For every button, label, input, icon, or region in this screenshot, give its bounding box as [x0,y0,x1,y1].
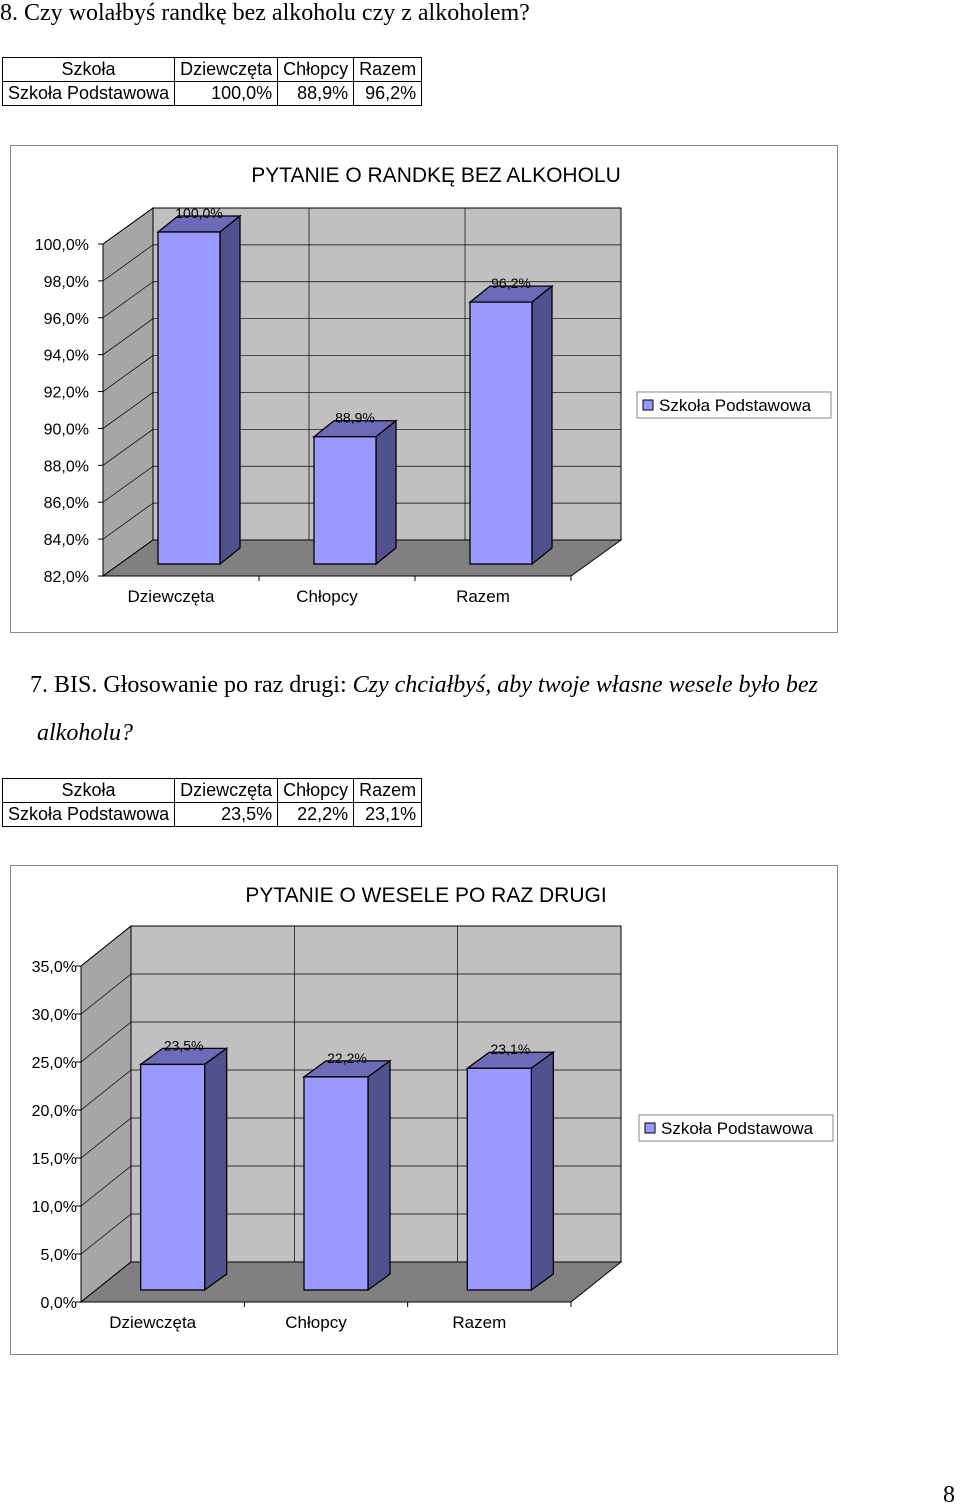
table-row [3,82,422,106]
y-tick-label: 10,0% [31,1199,77,1216]
y-tick-label: 100,0% [34,237,89,254]
legend-label: Szkoła Podstawowa [659,396,812,415]
results-table-2 [2,778,422,827]
heading-prefix: 7. BIS. Głosowanie po raz drugi: [30,672,353,698]
heading-question: Czy chciałbyś, aby twoje własne wesele było bez [352,672,818,698]
y-tick-label: 98,0% [43,273,89,291]
y-tick-label: 92,0% [43,384,89,402]
chart-side-wall [81,926,131,1302]
chart-canvas [11,146,837,632]
x-tick-label: Chłopcy [296,587,358,606]
bar-side [368,1061,390,1290]
y-tick-label: 15,0% [31,1151,77,1168]
y-tick-label: 94,0% [43,347,89,365]
bar-side [205,1048,227,1290]
results-table-1 [2,57,422,106]
y-tick-label: 84,0% [43,532,89,550]
table-header-cell: Dziewczęta [175,58,278,82]
table-cell: 88,9% [278,82,354,106]
table-cell: Szkoła Podstawowa [3,803,175,827]
x-tick-label: Dziewczęta [109,1313,197,1332]
table-header-cell: Chłopcy [278,58,354,82]
question-8-heading: 8. Czy wolałbyś randkę bez alkoholu czy z alkoholem? [0,0,530,26]
table-header-cell: Razem [354,58,422,82]
heading-question-cont: alkoholu? [37,720,133,746]
data-label: 22,2% [327,1049,367,1066]
data-label: 100,0% [175,205,223,221]
bar-side [376,421,396,564]
table-header-cell: Szkoła [3,58,175,82]
bar [304,1077,368,1290]
table-header-cell: Dziewczęta [175,779,278,803]
chart-canvas [11,866,837,1354]
bar-chart-randka [10,145,838,633]
x-tick-label: Razem [456,587,510,606]
y-tick-label: 20,0% [31,1103,77,1120]
legend-label: Szkoła Podstawowa [661,1119,814,1138]
y-tick-label: 5,0% [40,1247,77,1264]
table-row [3,803,422,827]
bar-side [531,1052,553,1290]
legend-swatch [643,400,653,410]
y-tick-label: 82,0% [43,569,89,586]
data-label: 23,1% [490,1041,531,1058]
data-label: 88,9% [335,409,375,426]
chart-title: PYTANIE O WESELE PO RAZ DRUGI [245,884,607,907]
chart-title: PYTANIE O RANDKĘ BEZ ALKOHOLU [251,164,621,187]
table-cell: 96,2% [354,82,422,106]
table-header-cell: Razem [354,779,422,803]
page-number: 8 [943,1482,955,1508]
x-tick-label: Dziewczęta [127,587,215,606]
data-label: 96,2% [491,275,531,292]
data-label: 23,5% [163,1037,204,1054]
bar-side [220,216,240,564]
table-cell: 100,0% [175,82,278,106]
table-cell: Szkoła Podstawowa [3,82,175,106]
table-header-cell: Chłopcy [278,779,354,803]
y-tick-label: 88,0% [43,458,89,476]
y-tick-label: 86,0% [43,495,89,513]
question-7bis-heading [30,672,818,699]
legend-swatch [645,1123,655,1133]
question-7bis-heading-line2 [37,720,133,747]
table-header-row [3,58,422,82]
y-tick-label: 90,0% [43,421,89,439]
table-cell: 23,1% [354,803,422,827]
y-tick-label: 25,0% [31,1055,77,1072]
table-cell: 22,2% [278,803,354,827]
table-header-cell: Szkoła [3,779,175,803]
y-tick-label: 30,0% [31,1007,77,1024]
bar-chart-wesele [10,865,838,1355]
table-cell: 23,5% [175,803,278,827]
y-tick-label: 0,0% [40,1295,77,1312]
bar [158,232,220,564]
x-tick-label: Razem [452,1313,507,1332]
bar [141,1064,205,1290]
bar-side [532,286,552,564]
y-tick-label: 96,0% [43,310,89,328]
y-tick-label: 35,0% [31,959,77,976]
table-header-row [3,779,422,803]
bar [314,437,376,564]
bar [470,302,532,564]
x-tick-label: Chłopcy [285,1313,347,1332]
bar [467,1068,531,1290]
